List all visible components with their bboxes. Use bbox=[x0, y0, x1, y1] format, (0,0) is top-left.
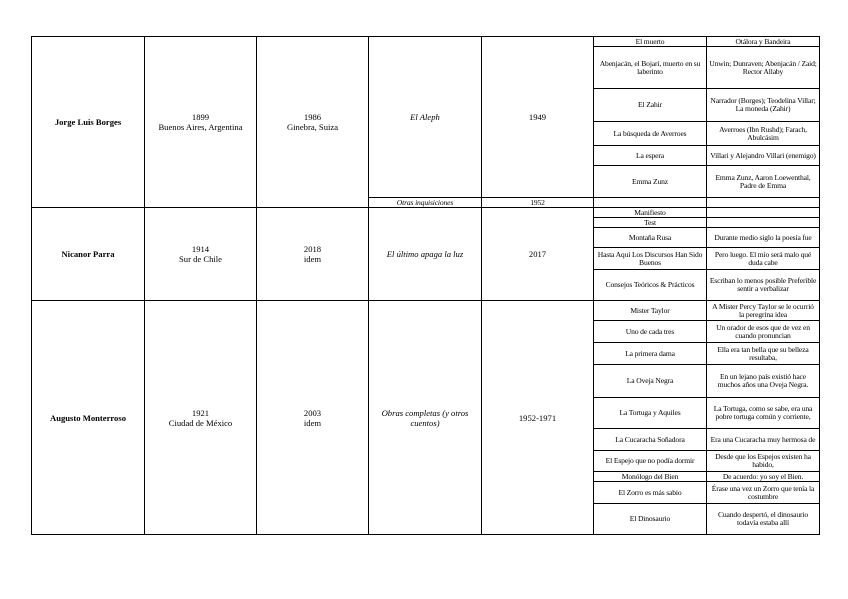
work-title: La búsqueda de Averroes bbox=[594, 122, 707, 146]
death-cell bbox=[257, 301, 369, 535]
death-place: idem bbox=[303, 417, 322, 428]
work-title: La primera dama bbox=[594, 343, 707, 365]
work-characters: De acuerdo: yo soy el Bien. bbox=[707, 472, 820, 482]
work-title: Montaña Rusa bbox=[594, 228, 707, 248]
author-name: Nicanor Parra bbox=[32, 208, 145, 301]
birth-place: Sur de Chile bbox=[179, 254, 222, 264]
work-characters: Pero luego. El mío será malo qué duda cabe bbox=[707, 248, 820, 270]
death-place: idem bbox=[303, 254, 322, 264]
work-title: El Zahir bbox=[594, 89, 707, 122]
literature-table bbox=[31, 36, 820, 535]
author-name: Augusto Monterroso bbox=[32, 301, 145, 535]
work-title: El Zorro es más sabio bbox=[594, 482, 707, 504]
work-title: Uno de cada tres bbox=[594, 321, 707, 343]
work-title: Emma Zunz bbox=[594, 166, 707, 198]
birth-year: 1899 bbox=[191, 112, 210, 122]
book-title: Obras completas (y otros cuentos) bbox=[369, 301, 482, 535]
work-characters: Villari y Alejandro Villari (enemigo) bbox=[707, 146, 820, 166]
work-title: La Cucaracha Soñadora bbox=[594, 429, 707, 451]
table-row bbox=[32, 301, 820, 321]
work-characters: Érase una vez un Zorro que tenía la costumbre bbox=[707, 482, 820, 504]
work-title: El muerto bbox=[594, 37, 707, 47]
work-characters: Escriban lo menos posible Preferible sentir a verbalizar bbox=[707, 270, 820, 301]
work-characters: Un orador de esos que de vez en cuando pronuncian bbox=[707, 321, 820, 343]
work-characters: La Tortuga, como se sabe, era una pobre tortuga común y corriente, bbox=[707, 398, 820, 429]
work-characters: Emma Zunz, Aaron Loewenthal, Padre de Emma bbox=[707, 166, 820, 198]
birth-year: 1914 bbox=[191, 244, 210, 254]
book-title: El Aleph bbox=[369, 37, 482, 198]
book-year: 1952 bbox=[482, 198, 594, 208]
work-characters: Averroes (Ibn Rushd); Farach, Abulcásim bbox=[707, 122, 820, 146]
work-characters: Cuando despertó, el dinosaurio todavía estaba allí bbox=[707, 504, 820, 535]
birth-place: Buenos Aires, Argentina bbox=[158, 122, 243, 132]
birth-cell bbox=[145, 208, 257, 301]
birth-cell bbox=[145, 37, 257, 208]
death-place: Ginebra, Suiza bbox=[286, 122, 339, 132]
birth-year: 1921 bbox=[191, 407, 210, 418]
death-cell bbox=[257, 208, 369, 301]
work-characters: A Mister Percy Taylor se le ocurrió la peregrina idea bbox=[707, 301, 820, 321]
book-year: 2017 bbox=[482, 208, 594, 301]
work-title: Abenjacán, el Bojarí, muerto en su laberinto bbox=[594, 47, 707, 89]
work-title: La Tortuga y Aquiles bbox=[594, 398, 707, 429]
work-title: Mister Taylor bbox=[594, 301, 707, 321]
birth-cell bbox=[145, 301, 257, 535]
work-title: Test bbox=[594, 218, 707, 228]
work-characters bbox=[707, 198, 820, 208]
death-year: 2018 bbox=[303, 244, 322, 254]
work-title: Hasta Aquí Los Discursos Han Sido Buenos bbox=[594, 248, 707, 270]
death-year: 2003 bbox=[303, 407, 322, 418]
book-title: El último apaga la luz bbox=[369, 208, 482, 301]
book-year: 1949 bbox=[482, 37, 594, 198]
work-characters: Otálora y Bandeira bbox=[707, 37, 820, 47]
work-characters: Durante medio siglo la poesía fue bbox=[707, 228, 820, 248]
work-title: La espera bbox=[594, 146, 707, 166]
work-characters: Narrador (Borges); Teodelina Villar; La moneda (Zahir) bbox=[707, 89, 820, 122]
book-title: Otras inquisiciones bbox=[369, 198, 482, 208]
work-characters: Ella era tan bella que su belleza resultaba, bbox=[707, 343, 820, 365]
work-characters: Unwin; Dunraven; Abenjacán / Zaid; Rector Allaby bbox=[707, 47, 820, 89]
work-title: Monólogo del Bien bbox=[594, 472, 707, 482]
table-row bbox=[32, 208, 820, 218]
table-row bbox=[32, 37, 820, 47]
work-title: Consejos Teóricos & Prácticos bbox=[594, 270, 707, 301]
work-characters: Desde que los Espejos existen ha habido, bbox=[707, 451, 820, 472]
work-characters: En un lejano país existió hace muchos años una Oveja Negra. bbox=[707, 365, 820, 398]
work-title: La Oveja Negra bbox=[594, 365, 707, 398]
work-characters: Era una Cucaracha muy hermosa de bbox=[707, 429, 820, 451]
book-year: 1952-1971 bbox=[482, 301, 594, 535]
death-cell bbox=[257, 37, 369, 208]
work-title: El Dinosaurio bbox=[594, 504, 707, 535]
author-name: Jorge Luis Borges bbox=[32, 37, 145, 208]
death-year: 1986 bbox=[303, 112, 322, 122]
work-title: El Espejo que no podía dormir bbox=[594, 451, 707, 472]
work-title: Manifiesto bbox=[594, 208, 707, 218]
work-title bbox=[594, 198, 707, 208]
work-characters bbox=[707, 218, 820, 228]
work-characters bbox=[707, 208, 820, 218]
birth-place: Ciudad de México bbox=[168, 417, 233, 428]
